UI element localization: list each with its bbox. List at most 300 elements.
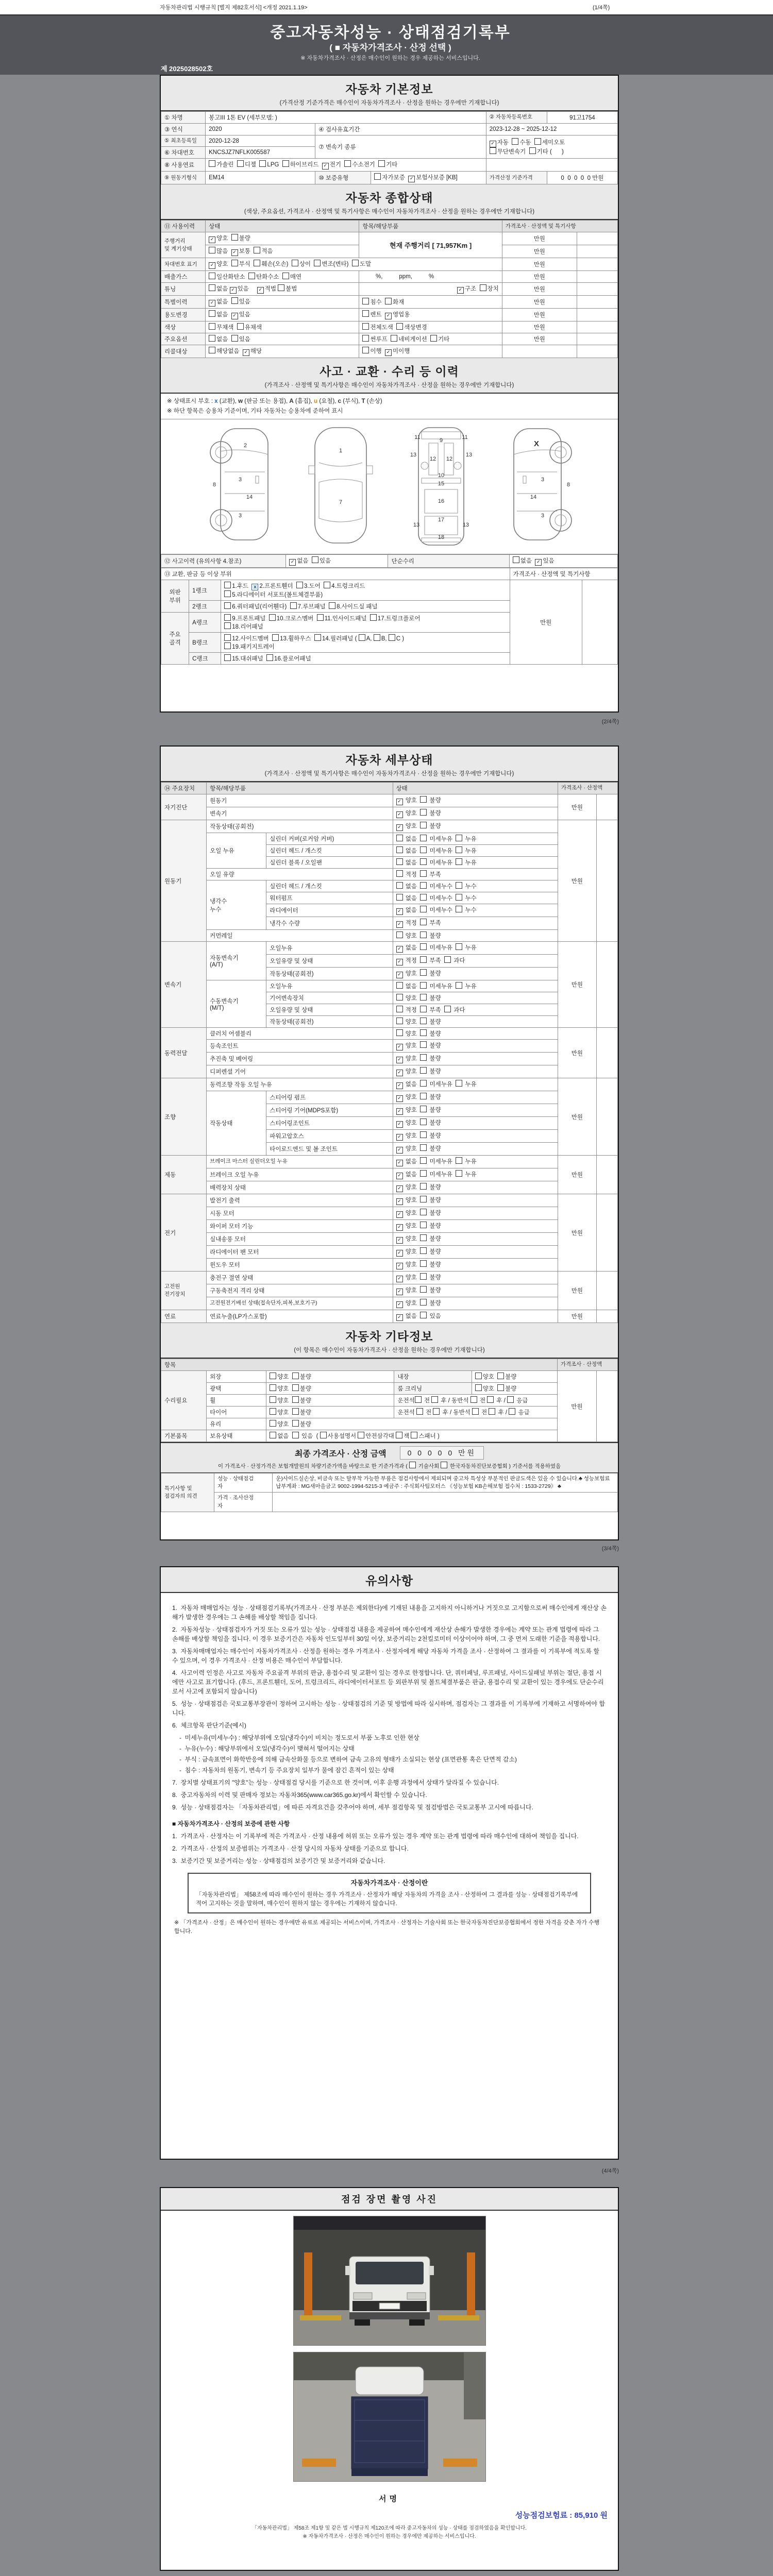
table-cell[interactable]: 없음 미세누유 누유 xyxy=(393,833,558,845)
checked-checkbox-icon[interactable]: ✓ xyxy=(385,349,392,356)
checkbox-icon[interactable] xyxy=(209,335,215,342)
checkbox-icon[interactable] xyxy=(224,614,231,621)
table-cell[interactable]: 9.프론트패널 10.크로스멤버 11.인사이드패널 17.트렁크플로어 18.리어패널 xyxy=(221,613,510,633)
checkbox-icon[interactable] xyxy=(231,297,238,304)
table-cell[interactable]: ✓ 양호 불량 xyxy=(393,1053,558,1065)
table-cell[interactable]: ✓ 양호 불량 xyxy=(393,968,558,980)
checkbox-icon[interactable] xyxy=(444,1006,451,1012)
table-cell: 실린더 커버(로커암 커버) xyxy=(266,833,393,845)
checkbox-icon[interactable] xyxy=(209,160,215,167)
checkbox-icon[interactable] xyxy=(420,894,427,901)
table-cell[interactable]: 양호 불량 xyxy=(393,930,558,942)
checkbox-icon[interactable] xyxy=(362,310,369,317)
table-cell[interactable]: ✓ 양호 불량 xyxy=(393,1117,558,1130)
checkbox-icon[interactable] xyxy=(420,1067,427,1074)
checked-checkbox-icon[interactable]: ✓ xyxy=(396,1185,403,1192)
checkbox-icon[interactable] xyxy=(420,846,427,853)
checked-checkbox-icon[interactable]: ✓ xyxy=(396,1314,403,1321)
checkbox-icon[interactable] xyxy=(254,247,260,253)
table-cell: 작동상태 xyxy=(207,1091,266,1156)
table-cell[interactable]: 적정 부족 과다 xyxy=(393,1004,558,1016)
checkbox-icon[interactable] xyxy=(231,335,238,342)
checkbox-icon[interactable] xyxy=(391,335,397,342)
checked-checkbox-icon[interactable]: ✓ xyxy=(396,1070,403,1076)
checkbox-icon[interactable] xyxy=(269,614,276,621)
table-cell[interactable]: 없음 미세누유 누유 xyxy=(393,845,558,857)
checkbox-icon[interactable] xyxy=(420,1209,427,1215)
checked-checkbox-icon[interactable]: ✓ xyxy=(490,141,496,147)
checkbox-icon[interactable] xyxy=(290,602,297,609)
checkbox-icon[interactable] xyxy=(374,173,381,180)
checked-checkbox-icon[interactable]: ✓ xyxy=(209,300,215,307)
table-cell[interactable]: ✓ 없음 미세누유 누유 xyxy=(393,1168,558,1181)
checkbox-icon[interactable] xyxy=(420,1222,427,1228)
checkbox-icon[interactable] xyxy=(362,323,369,330)
checkbox-icon[interactable] xyxy=(456,906,462,912)
checked-checkbox-icon[interactable]: ✓ xyxy=(396,1121,403,1128)
checkbox-icon[interactable] xyxy=(456,835,462,841)
table-cell[interactable]: ✓ 없음 미세누수 누수 xyxy=(393,904,558,917)
checked-checkbox-icon[interactable]: ✓ xyxy=(396,959,403,965)
checkbox-icon[interactable] xyxy=(237,160,244,167)
checkbox-icon[interactable] xyxy=(420,1299,427,1306)
checkbox-icon[interactable] xyxy=(441,1462,447,1468)
checked-checkbox-icon[interactable]: ✓ xyxy=(396,1276,403,1282)
table-cell[interactable]: 양호 불량 xyxy=(266,1395,394,1406)
checkbox-icon[interactable] xyxy=(270,1384,276,1391)
checkbox-icon[interactable] xyxy=(209,347,215,353)
checkbox-icon[interactable] xyxy=(270,1396,276,1403)
table-cell[interactable]: ✓ 양호 불량 xyxy=(393,1284,558,1297)
checkbox-icon[interactable] xyxy=(420,943,427,950)
checkbox-icon[interactable] xyxy=(329,602,335,609)
checkbox-icon[interactable] xyxy=(420,1247,427,1254)
checked-checkbox-icon[interactable]: ✓ xyxy=(396,1108,403,1115)
table-cell: 현재 주행거리 [ 71,957Km ] xyxy=(359,232,502,258)
checkbox-icon[interactable] xyxy=(209,247,215,253)
checkbox-icon[interactable] xyxy=(270,1420,276,1427)
x-marked-checkbox-icon[interactable]: x xyxy=(251,584,258,590)
checkbox-icon[interactable] xyxy=(420,1054,427,1061)
checkbox-icon[interactable] xyxy=(270,1372,276,1379)
checked-checkbox-icon[interactable]: ✓ xyxy=(396,1301,403,1308)
checkbox-icon[interactable] xyxy=(292,1420,299,1427)
table-cell[interactable]: 운전석 전 후 / 동반석 전 후 / 응급 xyxy=(394,1395,557,1406)
table-cell[interactable]: ✓ 양호 불량 xyxy=(393,1091,558,1104)
checkbox-icon[interactable] xyxy=(487,1396,494,1403)
checkbox-icon[interactable] xyxy=(420,796,427,803)
checkbox-icon[interactable] xyxy=(420,1018,427,1024)
checkbox-icon[interactable] xyxy=(456,1170,462,1177)
checkbox-icon[interactable] xyxy=(420,1312,427,1318)
checkbox-icon[interactable] xyxy=(472,1408,479,1415)
checkbox-icon[interactable] xyxy=(396,994,403,1001)
checkbox-icon[interactable] xyxy=(374,634,380,641)
checkbox-icon[interactable] xyxy=(433,1408,440,1415)
checkbox-icon[interactable] xyxy=(489,1408,495,1415)
checked-checkbox-icon[interactable]: ✓ xyxy=(257,287,264,294)
table-cell[interactable]: 양호 불량 xyxy=(266,1406,394,1418)
checkbox-icon[interactable] xyxy=(420,1080,427,1087)
checked-checkbox-icon[interactable]: ✓ xyxy=(396,1044,403,1050)
table-cell[interactable]: ✓ 양호 불량 xyxy=(393,1220,558,1233)
checkbox-icon[interactable] xyxy=(396,882,403,889)
checkbox-icon[interactable] xyxy=(490,147,496,154)
table-cell[interactable]: 썬루프 네비게이션 기타 xyxy=(359,333,502,345)
checkbox-icon[interactable] xyxy=(456,846,462,853)
table-cell[interactable]: 없음 ✓ 있음 xyxy=(206,309,359,321)
checkbox-icon[interactable] xyxy=(317,614,324,621)
checkbox-icon[interactable] xyxy=(224,622,231,629)
checkbox-icon[interactable] xyxy=(389,634,395,641)
table-cell[interactable]: 15.대쉬패널 16.플로어패널 xyxy=(221,653,510,665)
checkbox-icon[interactable] xyxy=(420,1029,427,1036)
checkbox-icon[interactable] xyxy=(224,654,231,661)
table-cell[interactable]: ✓ 양호 불량 xyxy=(393,1065,558,1078)
checkbox-icon[interactable] xyxy=(420,994,427,1001)
checkbox-icon[interactable] xyxy=(420,809,427,816)
checkbox-icon[interactable] xyxy=(456,858,462,865)
checkbox-icon[interactable] xyxy=(420,931,427,938)
table-cell[interactable]: 적정 부족 xyxy=(393,869,558,880)
table-cell[interactable]: 운전석 전 후 / 동반석 전 후 / 응급 xyxy=(394,1406,557,1418)
checkbox-icon[interactable] xyxy=(396,1432,402,1438)
table-cell[interactable]: ✓ 양호 불량 xyxy=(393,1194,558,1207)
checkbox-icon[interactable] xyxy=(292,260,298,266)
checked-checkbox-icon[interactable]: ✓ xyxy=(408,176,415,182)
checked-checkbox-icon[interactable]: ✓ xyxy=(396,1147,403,1154)
checked-checkbox-icon[interactable]: ✓ xyxy=(230,287,237,294)
checkbox-icon[interactable] xyxy=(396,1029,403,1036)
checkbox-icon[interactable] xyxy=(420,919,427,925)
checkbox-icon[interactable] xyxy=(385,298,392,304)
table-cell[interactable]: ✓ 없음 미세누유 누유 xyxy=(393,1078,558,1091)
checkbox-icon[interactable] xyxy=(396,870,403,877)
checkbox-icon[interactable] xyxy=(254,260,260,266)
table-cell[interactable]: 양호 불량 xyxy=(472,1371,557,1383)
checkbox-icon[interactable] xyxy=(420,969,427,976)
table-cell[interactable]: ✓ 적정 부족 과다 xyxy=(393,955,558,968)
checkbox-icon[interactable] xyxy=(396,846,403,853)
checked-checkbox-icon[interactable]: ✓ xyxy=(396,811,403,818)
checkbox-icon[interactable] xyxy=(416,1408,423,1415)
checkbox-icon[interactable] xyxy=(420,1144,427,1151)
checkbox-icon[interactable] xyxy=(352,260,359,266)
checked-checkbox-icon[interactable]: ✓ xyxy=(396,1224,403,1231)
checkbox-icon[interactable] xyxy=(456,894,462,901)
table-cell[interactable]: ✓ 양호 불량 xyxy=(393,1040,558,1053)
checkbox-icon[interactable] xyxy=(362,298,369,304)
table-cell[interactable]: 양호 불량 xyxy=(393,992,558,1004)
table-cell[interactable]: 양호 불량 xyxy=(393,1028,558,1040)
checked-checkbox-icon[interactable]: ✓ xyxy=(385,313,392,319)
checked-checkbox-icon[interactable]: ✓ xyxy=(396,1198,403,1205)
table-cell[interactable]: 없음 미세누수 누수 xyxy=(393,892,558,904)
table-cell[interactable]: ✓ 양호 불량 xyxy=(393,807,558,820)
table-cell[interactable]: 1.후드 x 2.프론트휀더 3.도어 4.트렁크리드 5.라디에이터 서포트(볼트체결부품) xyxy=(221,580,510,601)
table-cell[interactable]: 해당없음 ✓ 해당 xyxy=(206,345,359,358)
checkbox-icon[interactable] xyxy=(534,138,541,145)
checkbox-icon[interactable] xyxy=(224,582,231,588)
table-cell[interactable]: ✓ 양호 불량 xyxy=(206,232,359,245)
table-cell[interactable]: 없음 ✓ 있음 ✓ 적법 불법 xyxy=(206,283,359,296)
checkbox-icon[interactable] xyxy=(513,556,519,563)
checked-checkbox-icon[interactable]: ✓ xyxy=(535,559,542,566)
checkbox-icon[interactable] xyxy=(396,894,403,901)
table-cell[interactable]: 없음 있음 xyxy=(206,333,359,345)
checked-checkbox-icon[interactable]: ✓ xyxy=(396,1250,403,1257)
table-cell[interactable]: 없음 있음 ( 사용설명서 안전삼각대 잭 스패너 ) xyxy=(266,1430,558,1442)
checked-checkbox-icon[interactable]: ✓ xyxy=(396,1263,403,1269)
table-cell[interactable]: ✓ 구조 장치 xyxy=(359,283,502,296)
checkbox-icon[interactable] xyxy=(296,582,303,588)
checked-checkbox-icon[interactable]: ✓ xyxy=(396,972,403,978)
checkbox-icon[interactable] xyxy=(396,1006,403,1012)
detail-state-header xyxy=(161,747,618,782)
checkbox-icon[interactable] xyxy=(224,590,231,597)
checkbox-icon[interactable] xyxy=(320,1432,327,1438)
checkbox-icon[interactable] xyxy=(378,160,385,167)
checked-checkbox-icon[interactable]: ✓ xyxy=(396,1095,403,1102)
checkbox-icon[interactable] xyxy=(396,931,403,938)
checkbox-icon[interactable] xyxy=(420,1273,427,1280)
table-cell[interactable]: 없음 미세누유 누유 xyxy=(393,980,558,992)
table-cell[interactable]: ✓ 양호 불량 xyxy=(393,1233,558,1246)
checkbox-icon[interactable] xyxy=(420,1041,427,1048)
table-cell[interactable]: 이행 ✓ 미이행 xyxy=(359,345,502,358)
checkbox-icon[interactable] xyxy=(470,1396,477,1403)
checked-checkbox-icon[interactable]: ✓ xyxy=(396,921,403,928)
table-cell: 오일유량 및 상태 xyxy=(266,955,393,968)
table-cell[interactable]: ✓ 양호 불량 xyxy=(393,1246,558,1259)
checked-checkbox-icon[interactable]: ✓ xyxy=(231,313,238,319)
checkbox-icon[interactable] xyxy=(475,1372,482,1379)
checkbox-icon[interactable] xyxy=(420,1093,427,1099)
checkbox-icon[interactable] xyxy=(497,1384,504,1391)
checkbox-icon[interactable] xyxy=(431,1396,438,1403)
checkbox-icon[interactable] xyxy=(529,147,536,154)
table-cell[interactable]: ✓ 양호 불량 xyxy=(393,1207,558,1220)
checkbox-icon[interactable] xyxy=(480,284,486,291)
checkbox-icon[interactable] xyxy=(430,335,437,342)
table-cell[interactable]: ✓ 양호 불량 xyxy=(393,1297,558,1310)
checkbox-icon[interactable] xyxy=(415,1396,422,1403)
checkbox-icon[interactable] xyxy=(358,1432,364,1438)
table-cell[interactable]: ✓ 양호 불량 xyxy=(393,820,558,833)
checkbox-icon[interactable] xyxy=(420,956,427,963)
checkbox-icon[interactable] xyxy=(420,1183,427,1190)
table-cell: 동력조향 작동 오일 누유 xyxy=(207,1078,393,1091)
checkbox-icon[interactable] xyxy=(359,634,365,641)
checkbox-icon[interactable] xyxy=(231,260,238,266)
checkbox-icon[interactable] xyxy=(209,323,215,330)
checkbox-icon[interactable] xyxy=(282,160,289,167)
table-cell[interactable]: 가솔린 디젤 LPG 하이브리드 ✓ 전기 수소전기 기타 xyxy=(206,159,486,172)
checked-checkbox-icon[interactable]: ✓ xyxy=(396,908,403,915)
checkbox-icon[interactable] xyxy=(224,642,231,649)
checkbox-icon[interactable] xyxy=(411,1432,417,1438)
checkbox-icon[interactable] xyxy=(266,654,273,661)
table-cell[interactable]: 없음 미세누수 누수 xyxy=(393,880,558,892)
table-cell[interactable]: ✓ 없음 있음 xyxy=(393,1310,558,1323)
notice-line: 4. 사고이력 인정은 사고로 자동차 주요골격 부위의 판금, 용접수리 및 교환이 있는 경우로 한정합니다. 단, 쿼터패널, 루프패널, 사이드실패널 부위는 절단, 용접 시에만 사고로 표기합니다. (후드, 프론트휀더, 도어, 트렁크리드, 라디에이터서포트 등 외판부위 및 볼트체결부품은 판금, 용접수리 및 교환이 있는 경우에도 단순수리로서 사고에 포함되지 않습니다) xyxy=(172,1669,604,1695)
checkbox-icon[interactable] xyxy=(314,634,321,641)
checkbox-icon[interactable] xyxy=(278,284,284,291)
table-cell[interactable]: ✓ 양호 불량 xyxy=(393,1143,558,1156)
checkbox-icon[interactable] xyxy=(456,943,462,950)
table-cell[interactable]: 양호 불량 xyxy=(472,1383,557,1395)
checkbox-icon[interactable] xyxy=(497,1372,504,1379)
checkbox-icon[interactable] xyxy=(420,858,427,865)
table-cell[interactable]: ✓ 양호 불량 xyxy=(393,1259,558,1272)
table-cell[interactable]: 12.사이드멤버 13.휠하우스 14.필러패널 ( A, B, C ) 19.패키지트레이 xyxy=(221,633,510,653)
checkbox-icon[interactable] xyxy=(420,1131,427,1138)
checked-checkbox-icon[interactable]: ✓ xyxy=(457,287,464,294)
checked-checkbox-icon[interactable]: ✓ xyxy=(322,163,329,170)
table-cell[interactable]: 일산화탄소 탄화수소 매연 xyxy=(206,271,359,283)
checkbox-icon[interactable] xyxy=(272,634,279,641)
table-cell[interactable]: ✓ 양호 불량 xyxy=(393,1181,558,1194)
checked-checkbox-icon[interactable]: ✓ xyxy=(396,1211,403,1218)
checkbox-icon[interactable] xyxy=(292,1396,299,1403)
checkbox-icon[interactable] xyxy=(420,1196,427,1202)
checked-checkbox-icon[interactable]: ✓ xyxy=(396,1082,403,1089)
checkbox-icon[interactable] xyxy=(344,160,351,167)
insurance-fee: 성능점검보험료 : 85,910 원 xyxy=(515,2511,608,2520)
checkbox-icon[interactable] xyxy=(396,323,403,330)
checkbox-icon[interactable] xyxy=(312,556,318,563)
checkbox-icon[interactable] xyxy=(362,335,369,342)
checkbox-icon[interactable] xyxy=(314,260,321,266)
table-cell[interactable]: ✓ 자동 수동 세미오토 무단변속기 기타 ( ) xyxy=(486,135,617,159)
checkbox-icon[interactable] xyxy=(292,1408,299,1415)
checked-checkbox-icon[interactable]: ✓ xyxy=(289,559,296,566)
table-cell[interactable]: ✓ 양호 불량 xyxy=(393,1104,558,1117)
checkbox-icon[interactable] xyxy=(456,982,462,989)
table-cell[interactable]: ✓ 양호 불량 xyxy=(393,1272,558,1284)
checkbox-icon[interactable] xyxy=(209,310,215,317)
checked-checkbox-icon[interactable]: ✓ xyxy=(396,1237,403,1244)
checked-checkbox-icon[interactable]: ✓ xyxy=(209,262,215,269)
checkbox-icon[interactable] xyxy=(420,982,427,989)
checkbox-icon[interactable] xyxy=(231,234,238,241)
table-cell[interactable]: ✓ 없음 미세누유 누유 xyxy=(393,942,558,955)
table-cell[interactable]: ✓ 없음 있음 xyxy=(206,296,359,309)
checkbox-icon[interactable] xyxy=(396,858,403,865)
table-cell: 파워고압호스 xyxy=(266,1130,393,1143)
checkbox-icon[interactable] xyxy=(324,582,330,588)
checkbox-icon[interactable] xyxy=(270,1408,276,1415)
table-cell[interactable]: ✓ 양호 불량 xyxy=(393,794,558,807)
checkbox-icon[interactable] xyxy=(420,1118,427,1125)
checkbox-icon[interactable] xyxy=(248,273,255,279)
checkbox-icon[interactable] xyxy=(259,160,266,167)
checkbox-icon[interactable] xyxy=(282,273,289,279)
checkbox-icon[interactable] xyxy=(396,835,403,841)
price-appraisal-definition-box xyxy=(188,1873,591,1913)
checkbox-icon[interactable] xyxy=(420,870,427,877)
table-cell[interactable]: ✓ 없음 있음 xyxy=(286,555,388,568)
footer-line-2: ※ 자동차가격조사 · 산정은 매수인이 원하는 경우에만 제공하는 서비스입니다. xyxy=(303,2534,476,2539)
checked-checkbox-icon[interactable]: ✓ xyxy=(231,249,238,256)
checkbox-icon[interactable] xyxy=(396,1018,403,1024)
checked-checkbox-icon[interactable]: ✓ xyxy=(396,1289,403,1295)
checked-checkbox-icon[interactable]: ✓ xyxy=(396,1173,403,1179)
checkbox-icon[interactable] xyxy=(237,323,244,330)
checkbox-icon[interactable] xyxy=(456,882,462,889)
checkbox-icon[interactable] xyxy=(370,614,377,621)
checkbox-icon[interactable] xyxy=(270,1432,276,1438)
checkbox-icon[interactable] xyxy=(209,273,215,279)
checkbox-icon[interactable] xyxy=(420,835,427,841)
checked-checkbox-icon[interactable]: ✓ xyxy=(396,824,403,831)
table-cell[interactable]: 무채색 유채색 xyxy=(206,321,359,333)
table-cell[interactable]: ✓ 양호 부식 훼손(오손) 상이 변조(변타) 도말 xyxy=(206,258,502,271)
table-cell[interactable]: 없음 미세누유 누유 xyxy=(393,857,558,869)
checkbox-icon[interactable] xyxy=(409,1462,416,1468)
checkbox-icon[interactable] xyxy=(475,1384,482,1391)
checkbox-icon[interactable] xyxy=(420,1260,427,1267)
checked-checkbox-icon[interactable]: ✓ xyxy=(396,799,403,805)
table-cell[interactable]: ✓ 적정 부족 xyxy=(393,917,558,930)
table-cell[interactable]: ✓ 양호 불량 xyxy=(393,1130,558,1143)
checkbox-icon[interactable] xyxy=(420,1234,427,1241)
checkbox-icon[interactable] xyxy=(512,138,518,145)
checkbox-icon[interactable] xyxy=(292,1384,299,1391)
checkbox-icon[interactable] xyxy=(420,1157,427,1164)
table-cell[interactable]: 없음 ✓ 있음 xyxy=(509,555,617,568)
checkbox-icon[interactable] xyxy=(420,882,427,889)
checked-checkbox-icon[interactable]: ✓ xyxy=(396,1160,403,1166)
checkbox-icon[interactable] xyxy=(209,284,215,291)
checkbox-icon[interactable] xyxy=(444,956,451,963)
checked-checkbox-icon[interactable]: ✓ xyxy=(396,1134,403,1141)
checkbox-icon[interactable] xyxy=(420,1286,427,1293)
table-cell[interactable]: 양호 불량 xyxy=(266,1418,558,1430)
checkbox-icon[interactable] xyxy=(292,1432,299,1438)
checkbox-icon[interactable] xyxy=(420,1006,427,1012)
checkbox-icon[interactable] xyxy=(362,347,369,353)
checkbox-icon[interactable] xyxy=(224,634,231,641)
checkbox-icon[interactable] xyxy=(224,602,231,609)
checked-checkbox-icon[interactable]: ✓ xyxy=(209,236,215,243)
table-cell[interactable]: 렌트 ✓ 영업용 xyxy=(359,309,502,321)
checkbox-icon[interactable] xyxy=(420,1106,427,1112)
table-cell[interactable]: 6.쿼터패널(리어휀다) 7.루브패널 8.사이드실 패널 xyxy=(221,601,510,613)
signature-label[interactable]: 서명 xyxy=(379,2495,400,2503)
table-cell[interactable]: 침수 화재 xyxy=(359,296,502,309)
table-cell[interactable]: ✓ 없음 미세누유 누유 xyxy=(393,1156,558,1168)
checkbox-icon[interactable] xyxy=(507,1396,514,1403)
table-cell[interactable]: 많음 ✓ 보통 적음 xyxy=(206,245,359,258)
checkbox-icon[interactable] xyxy=(420,1170,427,1177)
checked-checkbox-icon[interactable]: ✓ xyxy=(396,946,403,953)
checkbox-icon[interactable] xyxy=(456,1157,462,1164)
table-cell[interactable]: 자가보증 ✓ 보험사보증 [KB] xyxy=(371,172,486,184)
table-cell[interactable]: 양호 불량 xyxy=(393,1016,558,1028)
checkbox-icon[interactable] xyxy=(420,906,427,912)
checkbox-icon[interactable] xyxy=(292,1372,299,1379)
table-cell[interactable]: 양호 불량 xyxy=(266,1371,394,1383)
checked-checkbox-icon[interactable]: ✓ xyxy=(243,349,249,356)
checkbox-icon[interactable] xyxy=(420,822,427,828)
checkbox-icon[interactable] xyxy=(456,1080,462,1087)
checkbox-icon[interactable] xyxy=(396,982,403,989)
checked-checkbox-icon[interactable]: ✓ xyxy=(396,1057,403,1063)
table-cell[interactable]: 전체도색 색상변경 xyxy=(359,321,502,333)
checkbox-icon[interactable] xyxy=(509,1408,515,1415)
table-cell[interactable]: 양호 불량 xyxy=(266,1383,394,1395)
